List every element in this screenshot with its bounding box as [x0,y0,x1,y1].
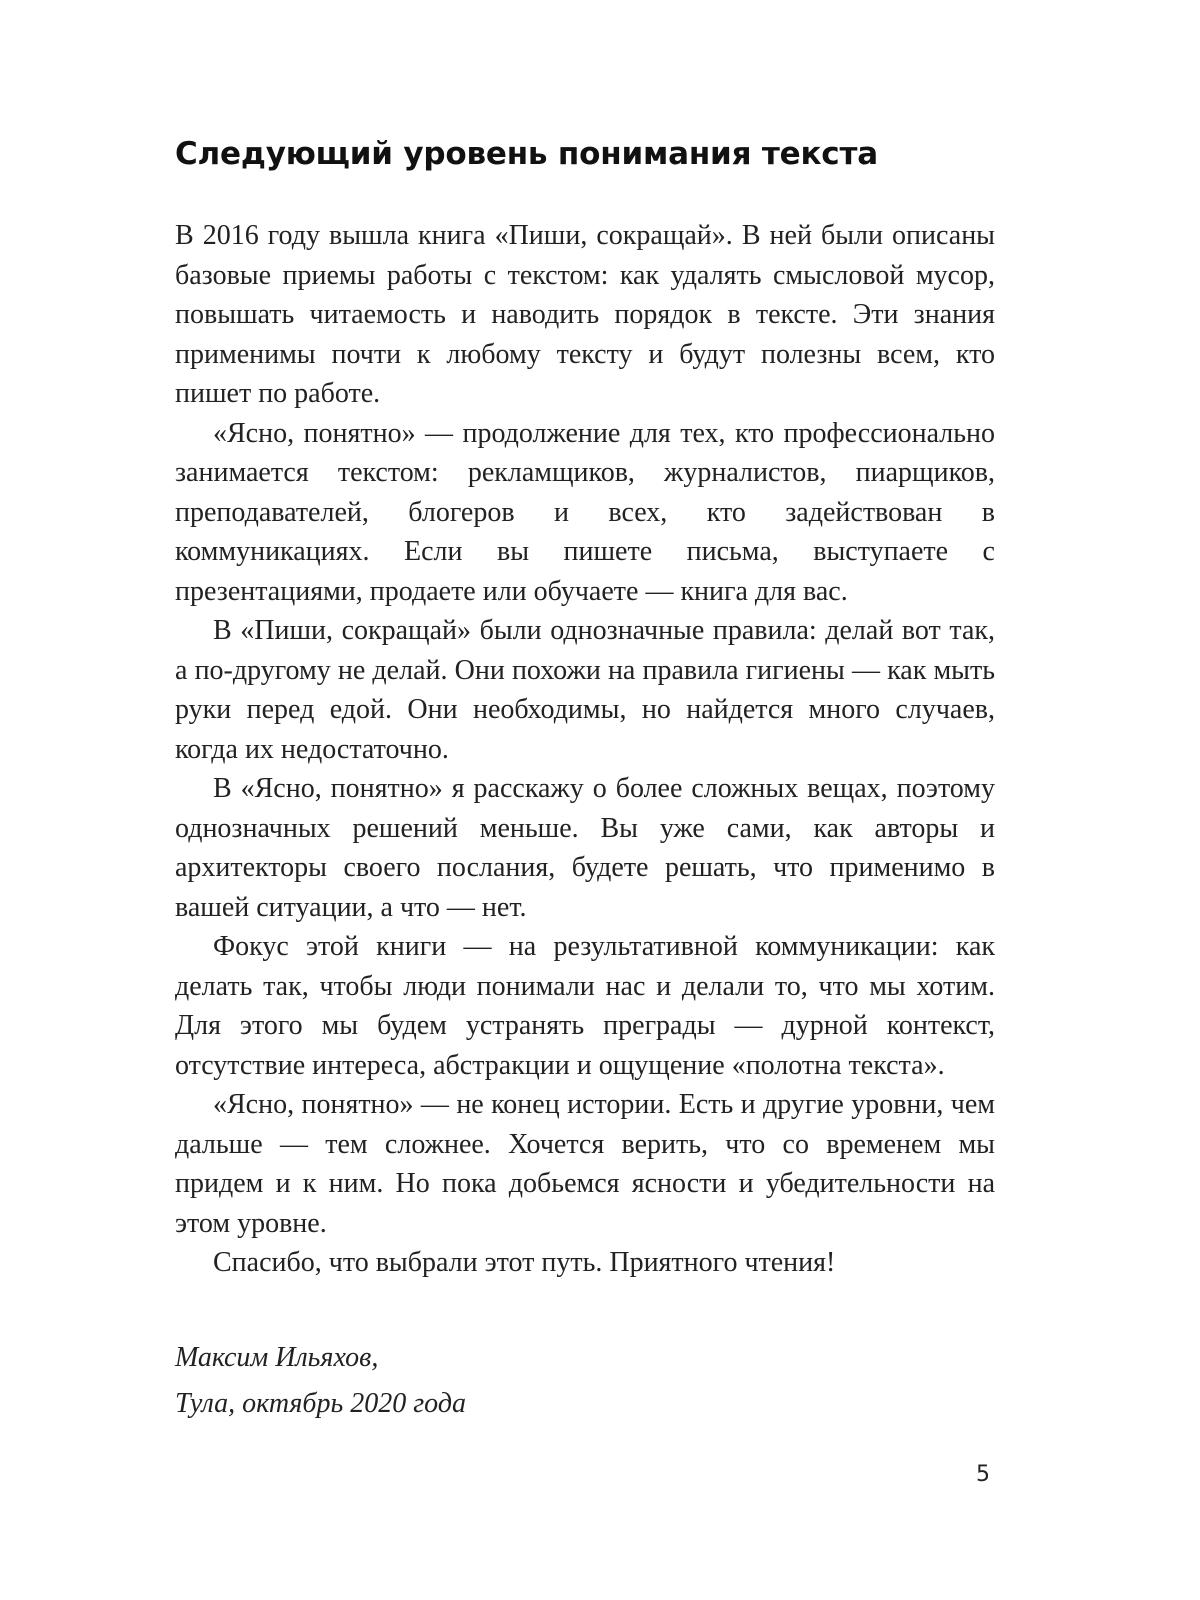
signature-place-date: Тула, октябрь 2020 года [175,1387,466,1419]
paragraph-4: В «Ясно, понятно» я расскажу о более сложных вещах, поэтому однозначных решений меньше. Вы уже сами, как авторы и архитекторы своего послания, будете решать, что применимо в вашей ситуации, а что — нет. [175,773,995,923]
section-heading: Следующий уровень понимания текста [175,136,878,172]
body-text [175,216,995,1283]
page-number: 5 [976,1462,990,1487]
paragraph-6: «Ясно, понятно» — не конец истории. Есть и другие уровни, чем дальше — тем сложнее. Хочется верить, что со временем мы придем и к ним. Но пока добьемся ясности и убедительности на этом уровне. [175,1089,995,1239]
paragraph-2: «Ясно, понятно» — продолжение для тех, кто профессионально занимается текстом: рекламщиков, журналистов, пиарщиков, преподавателей, блогеров и всех, кто задействован в коммуникациях. Если вы пишете письма, выступаете с презентациями, продаете или обучаете — книга для вас. [175,417,995,607]
signature [175,1335,995,1427]
signature-author: Максим Ильяхов, [175,1341,379,1373]
paragraph-3: В «Пиши, сокращай» были однозначные правила: делай вот так, а по-другому не делай. Они похожи на правила гигиены — как мыть руки перед едой. Они необходимы, но найдется много случаев, когда их недостаточно. [175,615,995,765]
paragraph-1: В 2016 году вышла книга «Пиши, сокращай». В ней были описаны базовые приемы работы с текстом: как удалять смысловой мусор, повышать читаемость и наводить порядок в тексте. Эти знания применимы почти к любому тексту и будут полезны всем, кто пишет по работе. [175,220,995,409]
paragraph-7: Спасибо, что выбрали этот путь. Приятного чтения! [213,1247,836,1278]
page-content [175,132,995,1427]
paragraph-5: Фокус этой книги — на результативной коммуникации: как делать так, чтобы люди понимали нас и делали то, что мы хотим. Для этого мы будем устранять преграды — дурной контекст, отсутствие интереса, абстракции и ощущение «полотна текста». [175,931,995,1081]
